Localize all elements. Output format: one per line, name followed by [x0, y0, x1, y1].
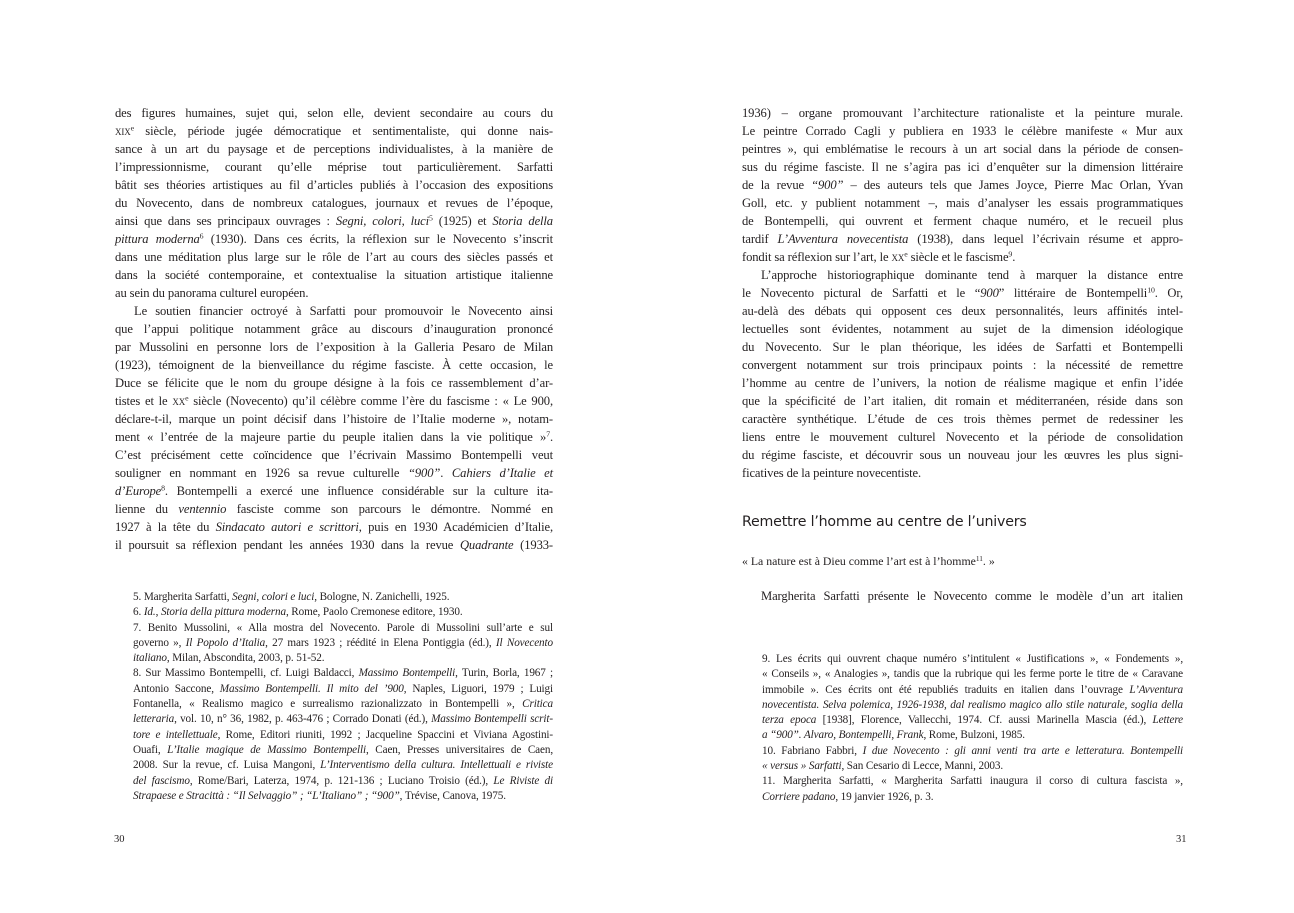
text-run: du Novecento. Sur le plan théorique, les idées de Sarfatti et Bontempelli [742, 340, 1183, 354]
footnote-line [133, 666, 553, 681]
footnote-line [762, 744, 1183, 759]
text-run: . [440, 466, 452, 480]
text-run: (1923), témoignent de la bienveillance du régime fasciste. À cette occasion, le [115, 358, 553, 372]
text-run: des figures humaines, sujet qui, selon elle, devient secondaire au cours du [115, 106, 553, 120]
footnote-line [133, 697, 553, 712]
text-run: , Milan, Abscondita, 2003, p. 51-52. [166, 652, 325, 665]
text-run: 10. Fabriano Fabbri, [762, 744, 863, 757]
text-run: de Bontempelli, qui ouvrent et ferment chaque numéro, et le recueil plus [742, 214, 1183, 228]
paragraph-line [742, 410, 1183, 428]
text-run: 11. Margherita Sarfatti, « Margherita Sarfatti inaugura il corso di cultura fascista », [762, 775, 1183, 788]
text-run: ” littéraire de Bontempelli [998, 286, 1148, 300]
italic-run: Critica [522, 698, 553, 711]
text-run: , Rome, Bulzoni, 1985. [923, 729, 1025, 742]
text-run: du régime fasciste, et découvrir sous un nouveau jour les œuvres les plus signi- [742, 448, 1183, 462]
text-run: C’est précisément cette coïncidence que l’écrivain Massimo Bontempelli veut [115, 448, 553, 462]
italic-run: Quadrante [459, 538, 514, 552]
body-text [742, 104, 1183, 482]
text-run: convergent notamment sur trois principaux points : la nécessité de remettre [742, 358, 1183, 372]
text-run: L’approche historiographique dominante tend à marquer la distance entre [761, 268, 1183, 282]
footnote-line [133, 728, 553, 743]
italic-run: Storia della [492, 214, 553, 228]
footnote-reference: 5 [429, 213, 433, 223]
body-text [115, 104, 553, 554]
text-run: le Novecento pictural de Sarfatti et le “ [742, 286, 981, 300]
text-run: Margherita Sarfatti présente le Novecento comme le modèle d’un art italien [761, 589, 1183, 603]
footnote-reference: e [904, 249, 908, 259]
paragraph-line [742, 356, 1183, 374]
paragraph-line [115, 338, 553, 356]
footnote-reference: 6 [199, 231, 204, 241]
section-heading: Remettre l’homme au centre de l’univers [742, 514, 1027, 530]
text-run: . [549, 430, 553, 444]
paragraph-line [115, 302, 553, 320]
footnote-line [762, 683, 1183, 698]
footnote-line [762, 667, 1183, 682]
italic-run: Sindacato autori e scrittori [215, 520, 359, 534]
text-run: 2008. Sur la revue, cf. Luisa Mangoni, [133, 759, 321, 772]
italic-run: Segni, colori e luci [232, 591, 315, 603]
footnote-line [762, 713, 1183, 728]
footnote-line [133, 758, 553, 773]
paragraph-line [742, 122, 1183, 140]
footnote-line [133, 605, 553, 620]
paragraph-line [742, 248, 1183, 266]
paragraph-line [115, 356, 553, 374]
text-run: immobile ». Ces écrits ont été republiés traduits en italien dans l’ouvrage [762, 683, 1130, 696]
text-run: l’impressionnisme, courant qu’elle méprise tout particulièrement. Sarfatti [115, 160, 553, 174]
text-run: , Caen, Presses universitaires de Caen, [366, 743, 553, 756]
text-run: . » [982, 554, 995, 568]
text-run: 1927 à la tête du [115, 520, 216, 534]
italic-run: ventennio [178, 502, 227, 516]
italic-run: tore e intellettuale [133, 728, 218, 741]
paragraph-line [115, 176, 553, 194]
footnote-line [762, 698, 1183, 713]
paragraph-line [115, 428, 553, 446]
paragraph-line [115, 158, 553, 176]
text-run: peintres », qui emblématise le recours à un art social dans la période de consen- [742, 142, 1183, 156]
text-run: caractère synthétique. L’étude de ces trois thèmes permet de redessiner les [742, 412, 1183, 426]
text-run: ment « l’entrée de la majeure partie du peuple italien dans la vie politique » [115, 430, 547, 444]
text-run: 7. Benito Mussolini, « Alla mostra del Novecento. Parole di Mussolini sull’arte e sul [133, 621, 553, 634]
text-run: (1930). Dans ces écrits, la réflexion sur le Novecento s’inscrit [203, 232, 553, 246]
text-run: governo », [133, 636, 186, 649]
paragraph-line [742, 230, 1183, 248]
italic-run: Le Riviste di [493, 774, 553, 787]
paragraph-line [742, 266, 1183, 284]
italic-run: pittura moderna [115, 232, 200, 246]
footnotes [133, 590, 553, 804]
footnote-line [133, 682, 553, 697]
text-run: 9. Les écrits qui ouvrent chaque numéro s’intitulent « Justifications », « Fondements », [762, 653, 1183, 665]
italic-run: terza epoca [762, 714, 817, 727]
text-run: bâtit ses théories artistiques au fil d’articles publiés à l’occasion des expositions [115, 178, 553, 192]
section-paragraph [742, 587, 1183, 605]
italic-run: Il Novecento [495, 636, 553, 649]
italic-run: Corriere padano [762, 790, 836, 803]
paragraph-line [115, 392, 553, 410]
footnote-line [133, 621, 553, 636]
paragraph-line [115, 446, 553, 464]
footnotes [762, 652, 1183, 805]
text-run: , Bologne, N. Zanichelli, 1925. [314, 591, 450, 603]
paragraph-line [115, 140, 553, 158]
text-run: , Naples, Liguori, 1979 ; Luigi [403, 682, 553, 695]
text-run: Fontanella, « Realismo magico e surrealismo razionalizzato in Bontempelli », [133, 698, 523, 711]
italic-run: Segni, colori, luci [335, 214, 430, 228]
text-run: [1938], Florence, Vallecchi, 1974. Cf. aussi Marinella Mascia (éd.), [816, 714, 1153, 727]
italic-run: Massimo Bontempelli scrit- [431, 713, 553, 726]
paragraph-line [115, 500, 553, 518]
text-run: dans la société contemporaine, et contextualise la situation artistique italienne [115, 268, 553, 282]
footnote-reference: 11 [975, 553, 983, 563]
text-run: sance à un art du paysage et de perceptions individualistes, à la manière de [115, 142, 553, 156]
small-caps-run: xx [891, 250, 905, 264]
text-run: , Rome, Paolo Cremonese editore, 1930. [285, 606, 463, 619]
text-run: , Turin, Borla, 1967 ; [455, 667, 553, 680]
paragraph-line [742, 587, 1183, 605]
text-run: Le peintre Corrado Cagli y publiera en 1933 le célèbre manifeste « Mur aux [742, 124, 1183, 138]
text-run: siècle et le fascisme [907, 250, 1009, 264]
text-run: , Rome/Bari, Laterza, 1974, p. 121-136 ; Luciano Troisio (éd.), [189, 774, 494, 787]
italic-run: Massimo Bontempelli. Il mito del ’900 [219, 682, 404, 695]
text-run: , puis en 1930 Académicien d’Italie, [358, 520, 553, 534]
paragraph-line [742, 428, 1183, 446]
footnote-reference: e [130, 123, 134, 133]
footnote-reference: 8 [161, 483, 165, 493]
footnote-line [133, 774, 553, 789]
text-run: par Mussolini en personne lors de l’exposition à la Galleria Pesaro de Milan [115, 340, 553, 354]
page-number: 31 [1176, 834, 1187, 845]
text-run: . Or, [1154, 286, 1183, 300]
paragraph-line [742, 176, 1183, 194]
text-run: du Novecento, dans de nombreux catalogues, journaux et revues de l’époque, [115, 196, 553, 210]
text-run: Antonio Saccone, [133, 682, 220, 695]
italic-run: Massimo Bontempelli [358, 667, 456, 680]
paragraph-line [742, 302, 1183, 320]
paragraph-line [115, 122, 553, 140]
text-run: que la spécificité de l’art italien, dit romain et méditerranéen, réside dans son [742, 394, 1183, 408]
text-run: il poursuit sa réflexion pendant les années 1930 dans la revue [115, 538, 460, 552]
text-run: – des auteurs tels que James Joyce, Pierre Mac Orlan, Yvan [843, 178, 1183, 192]
italic-run: a “900”. Alvaro, Bontempelli, Frank [762, 729, 924, 742]
italic-run: Lettere [1152, 714, 1183, 727]
text-run: siècle (Novecento) qu’il célèbre comme l’ère du fascisme : « Le 900, [188, 394, 553, 408]
italic-run: letteraria [133, 713, 175, 726]
text-run: 1936) – organe promouvant l’architecture rationaliste et la peinture murale. [742, 106, 1183, 120]
text-run: 8. Sur Massimo Bontempelli, cf. Luigi Baldacci, [133, 667, 359, 680]
paragraph-line [115, 374, 553, 392]
italic-run: « versus » Sarfatti [762, 760, 842, 773]
text-run: ainsi que dans ses principaux ouvrages : [115, 214, 336, 228]
italic-run: L’Avventura novecentista [777, 232, 909, 246]
footnote-line [133, 651, 553, 666]
text-run: « Conseils », « Analogies », tandis que la rubrique qui les ferme porte le titre de « Caravane [762, 668, 1183, 681]
text-run: lienne du [115, 502, 179, 516]
paragraph-line [115, 284, 553, 302]
paragraph-line [115, 482, 553, 500]
text-run: au sein du panorama culturel européen. [115, 286, 309, 300]
footnote-line [133, 712, 553, 727]
footnote-reference: 7 [546, 429, 550, 439]
paragraph-line [115, 248, 553, 266]
italic-run: Id. [143, 606, 156, 619]
page-number: 30 [114, 834, 125, 845]
italic-run: Strapaese e Stracittà : “Il Selvaggio” ; “L’Italiano” ; “900” [133, 789, 400, 802]
text-run: . Bontempelli a exercé une influence considérable sur la culture ita- [164, 484, 553, 498]
paragraph-line [742, 338, 1183, 356]
text-run: souligner en nommant en 1926 sa revue culturelle [115, 466, 408, 480]
text-run: (1925) et [432, 214, 493, 228]
paragraph-line [115, 194, 553, 212]
paragraph-line [742, 320, 1183, 338]
italic-run: novecentista. Selva polemica, 1926-1938, dal realismo magico allo stile naturale, soglia della [762, 698, 1183, 711]
small-caps-run: xix [115, 124, 131, 138]
italic-run: d’Europe [115, 484, 162, 498]
text-run: sus du régime fasciste. Il ne s’agira pas ici d’enquêter sur la dimension littéraire [742, 160, 1183, 174]
italic-run: L’Italie magique de Massimo Bontempelli [167, 743, 366, 756]
paragraph-line [742, 446, 1183, 464]
text-run: 6. [133, 606, 144, 619]
epigraph-quote [742, 552, 1183, 570]
paragraph-line [115, 518, 553, 536]
text-run: que l’appui politique notamment grâce au discours d’inauguration prononcé [115, 322, 553, 336]
text-run: , San Cesario di Lecce, Manni, 2003. [841, 760, 1004, 773]
italic-run: “900” [407, 466, 441, 480]
text-run: Ouafi, [133, 743, 168, 756]
italic-run: italiano [133, 652, 167, 665]
paragraph-line [115, 104, 553, 122]
italic-run: Storia della pittura moderna [160, 606, 286, 619]
paragraph-line [742, 552, 1183, 570]
text-run: déclare-t-il, marque un point décisif dans l’histoire de l’Italie moderne », notam- [115, 412, 553, 426]
paragraph-line [115, 212, 553, 230]
italic-run: L’Interventismo della cultura. Intellettuali e riviste [320, 759, 553, 772]
italic-run: Cahiers d’Italie et [451, 466, 553, 480]
text-run: fasciste comme son parcours le démontre. Nommé en [226, 502, 553, 516]
footnote-line [133, 789, 553, 804]
paragraph-line [742, 464, 1183, 482]
footnote-line [762, 652, 1183, 667]
text-run: Le soutien financier octroyé à Sarfatti pour promouvoir le Novecento ainsi [134, 304, 553, 318]
text-run: siècle, période jugée démocratique et sentimentaliste, qui donne nais- [133, 124, 553, 138]
text-run: , vol. 10, n° 36, 1982, p. 463-476 ; Corrado Donati (éd.), [174, 713, 432, 726]
paragraph-line [115, 320, 553, 338]
italic-run: del fascismo [133, 774, 190, 787]
text-run: au-delà des débats qui opposent ces deux personnalités, leurs affinités intel- [742, 304, 1183, 318]
footnote-line [762, 759, 1183, 774]
italic-run: 900 [980, 286, 999, 300]
text-run: , [155, 606, 161, 619]
footnote-line [133, 743, 553, 758]
text-run: , Rome, Editori riuniti, 1992 ; Jacqueline Spaccini et Viviana Agostini- [217, 728, 554, 741]
paragraph-line [742, 284, 1183, 302]
footnote-reference: e [185, 393, 189, 403]
text-run: (1933- [513, 538, 553, 552]
footnote-line [133, 590, 553, 605]
paragraph-line [742, 212, 1183, 230]
text-run: Goll, etc. y publient notamment –, mais d’analyser les essais programmatiques [742, 196, 1183, 210]
paragraph-line [742, 374, 1183, 392]
text-run: . [1012, 250, 1016, 264]
text-run: Duce se félicite que le nom du groupe désigne à la fois ce rassemblement d’ar- [115, 376, 553, 390]
italic-run: L’Avventura [1129, 683, 1183, 696]
text-run: l’homme au centre de l’univers, la notion de réalisme magique et enfin l’idée [742, 376, 1183, 390]
text-run: , 27 mars 1923 ; réédité in Elena Pontiggia (éd.), [265, 636, 496, 649]
footnote-reference: 9 [1008, 249, 1013, 259]
paragraph-line [115, 536, 553, 554]
text-run: fondit sa réflexion sur l’art, le [742, 250, 892, 264]
text-run: lectuelles sont évidentes, notamment au sujet de la dimension idéologique [742, 322, 1183, 336]
text-run: 5. Margherita Sarfatti, [133, 591, 233, 603]
text-run: , 19 janvier 1926, p. 3. [835, 790, 934, 803]
paragraph-line [742, 392, 1183, 410]
text-run: , Trévise, Canova, 1975. [399, 789, 506, 802]
footnote-line [762, 774, 1183, 789]
footnote-reference: 10 [1147, 285, 1155, 295]
italic-run: “900” [811, 178, 844, 192]
italic-run: I due Novecento : gli anni venti tra arte e letteratura. Bontempelli [862, 744, 1183, 757]
text-run: ficatives de la peinture novecentiste. [742, 466, 922, 480]
paragraph-line [115, 230, 553, 248]
paragraph-line [115, 464, 553, 482]
text-run: tardif [742, 232, 778, 246]
paragraph-line [742, 104, 1183, 122]
paragraph-line [115, 266, 553, 284]
paragraph-line [742, 158, 1183, 176]
text-run: tistes et le [115, 394, 173, 408]
right-page [647, 0, 1294, 913]
italic-run: Il Popolo d’Italia [185, 636, 266, 649]
text-run: dans une méditation plus large sur le rôle de l’art au cours des siècles passés et [115, 250, 553, 264]
paragraph-line [115, 410, 553, 428]
small-caps-run: xx [172, 394, 186, 408]
footnote-line [762, 790, 1183, 805]
footnote-line [762, 728, 1183, 743]
text-run: de la revue [742, 178, 812, 192]
paragraph-line [742, 194, 1183, 212]
paragraph-line [742, 140, 1183, 158]
text-run: (1938), dans lequel l’écrivain résume et appro- [908, 232, 1183, 246]
text-run: « La nature est à Dieu comme l’art est à l’homme [742, 554, 976, 568]
footnote-line [133, 636, 553, 651]
text-run: liens entre le mouvement culturel Novecento et la période de consolidation [742, 430, 1183, 444]
